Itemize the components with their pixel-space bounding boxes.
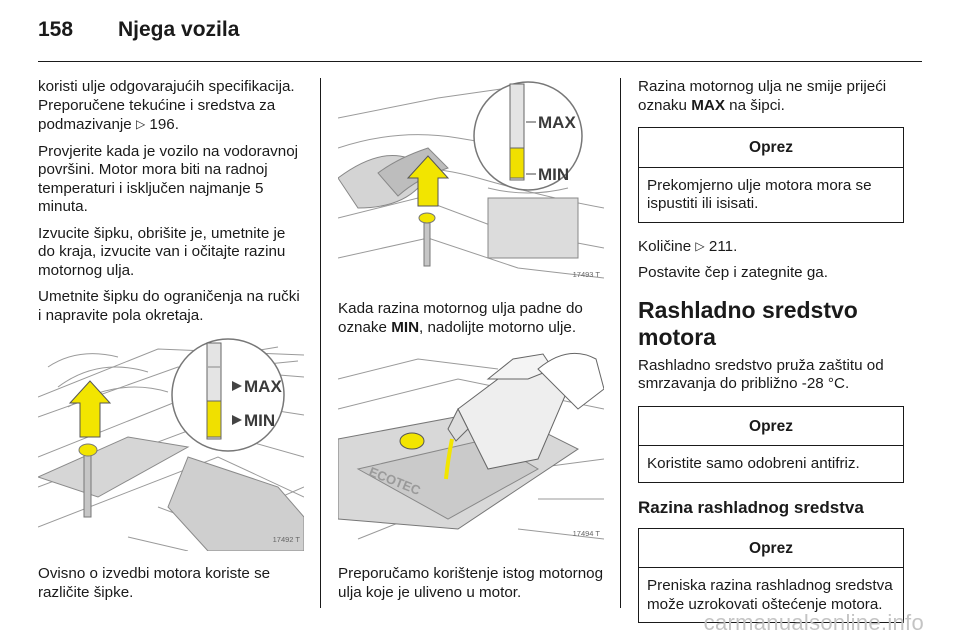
- caution-box: [638, 406, 904, 483]
- page-number: 158: [38, 18, 74, 41]
- caution-box: [638, 528, 904, 624]
- max-label: MAX: [538, 113, 576, 132]
- column-divider: [620, 78, 621, 608]
- watermark: carmanualsonline.info: [703, 610, 924, 635]
- chapter-title: Njega vozila: [118, 18, 240, 41]
- caution-body: Koristite samo odobreni antifriz.: [647, 455, 860, 472]
- max-mark: MAX: [691, 96, 725, 114]
- text: Količine: [638, 237, 696, 255]
- page-reference-icon: ▷: [695, 238, 705, 253]
- caution-body: Preniska razina rashladnog sredstva može uzrokovati oštećenje motora.: [647, 577, 893, 613]
- section-heading: Rashladno sredstvo motora: [638, 296, 858, 350]
- text: koristi ulje odgovarajućih specifikacija. Preporučene tekućine i sredstva za podmazivanje: [38, 78, 295, 133]
- caution-title: Oprez: [639, 128, 903, 168]
- engine-illustration: [38, 337, 304, 551]
- paragraph: Ovisno o izvedbi motora koriste se različite šipke.: [38, 565, 271, 601]
- column-3: [638, 78, 904, 637]
- figure-code: 17493 T: [572, 269, 600, 279]
- paragraph: [638, 78, 904, 115]
- paragraph: Preporučamo korištenje istog motornog ulja koje je uliveno u motor.: [338, 565, 604, 601]
- paragraph: Postavite čep i zategnite ga.: [638, 264, 828, 281]
- page-header: [38, 18, 922, 62]
- paragraph: [38, 78, 306, 135]
- min-label: MIN: [244, 411, 276, 430]
- caution-body: Prekomjerno ulje motora mora se ispustiti ili isisati.: [647, 176, 872, 212]
- column-divider: [320, 78, 321, 608]
- min-label: MIN: [538, 165, 570, 184]
- engine-illustration: [338, 78, 604, 286]
- page-reference[interactable]: 196.: [149, 116, 179, 133]
- figure-code: 17492 T: [272, 534, 300, 544]
- engine-illustration: [338, 349, 604, 545]
- text: Kada razina motornog ulja padne do oznake: [338, 300, 583, 336]
- paragraph: [638, 237, 904, 257]
- text: na šipci.: [724, 96, 785, 114]
- text: Razina motornog ulja ne smije prijeći oznaku: [638, 78, 887, 114]
- page-reference-icon: ▷: [135, 117, 146, 131]
- caution-box: [638, 127, 904, 223]
- paragraph: [338, 300, 606, 337]
- caution-title: Oprez: [639, 407, 903, 447]
- max-label: MAX: [244, 377, 282, 396]
- page-reference[interactable]: 211.: [708, 237, 738, 255]
- figure-code: 17494 T: [572, 528, 600, 538]
- paragraph: Rashladno sredstvo pruža zaštitu od smrzavanja do približno -28 °C.: [638, 356, 884, 392]
- text: , nadolijte motorno ulje.: [419, 318, 577, 336]
- min-mark: MIN: [391, 318, 420, 336]
- caution-title: Oprez: [639, 529, 903, 569]
- engine-logo-text: ECOTEC: [366, 463, 423, 499]
- oil-filling-figure: [338, 349, 604, 545]
- column-1: [38, 78, 306, 610]
- oil-level-figure: [338, 78, 604, 286]
- paragraph: Provjerite kada je vozilo na vodoravnoj površini. Motor mora biti na radnoj temperaturi i isključen najmanje 5 minuta.: [38, 142, 299, 215]
- dipstick-figure: [38, 337, 304, 551]
- subsection-heading: Razina rashladnog sredstva: [638, 497, 864, 517]
- column-2: [338, 78, 606, 610]
- paragraph: Izvucite šipku, obrišite je, umetnite je do kraja, izvucite van i očitajte razinu motornog ulja.: [38, 224, 286, 279]
- paragraph: Umetnite šipku do ograničenja na ručki i napravite pola okretaja.: [38, 288, 300, 324]
